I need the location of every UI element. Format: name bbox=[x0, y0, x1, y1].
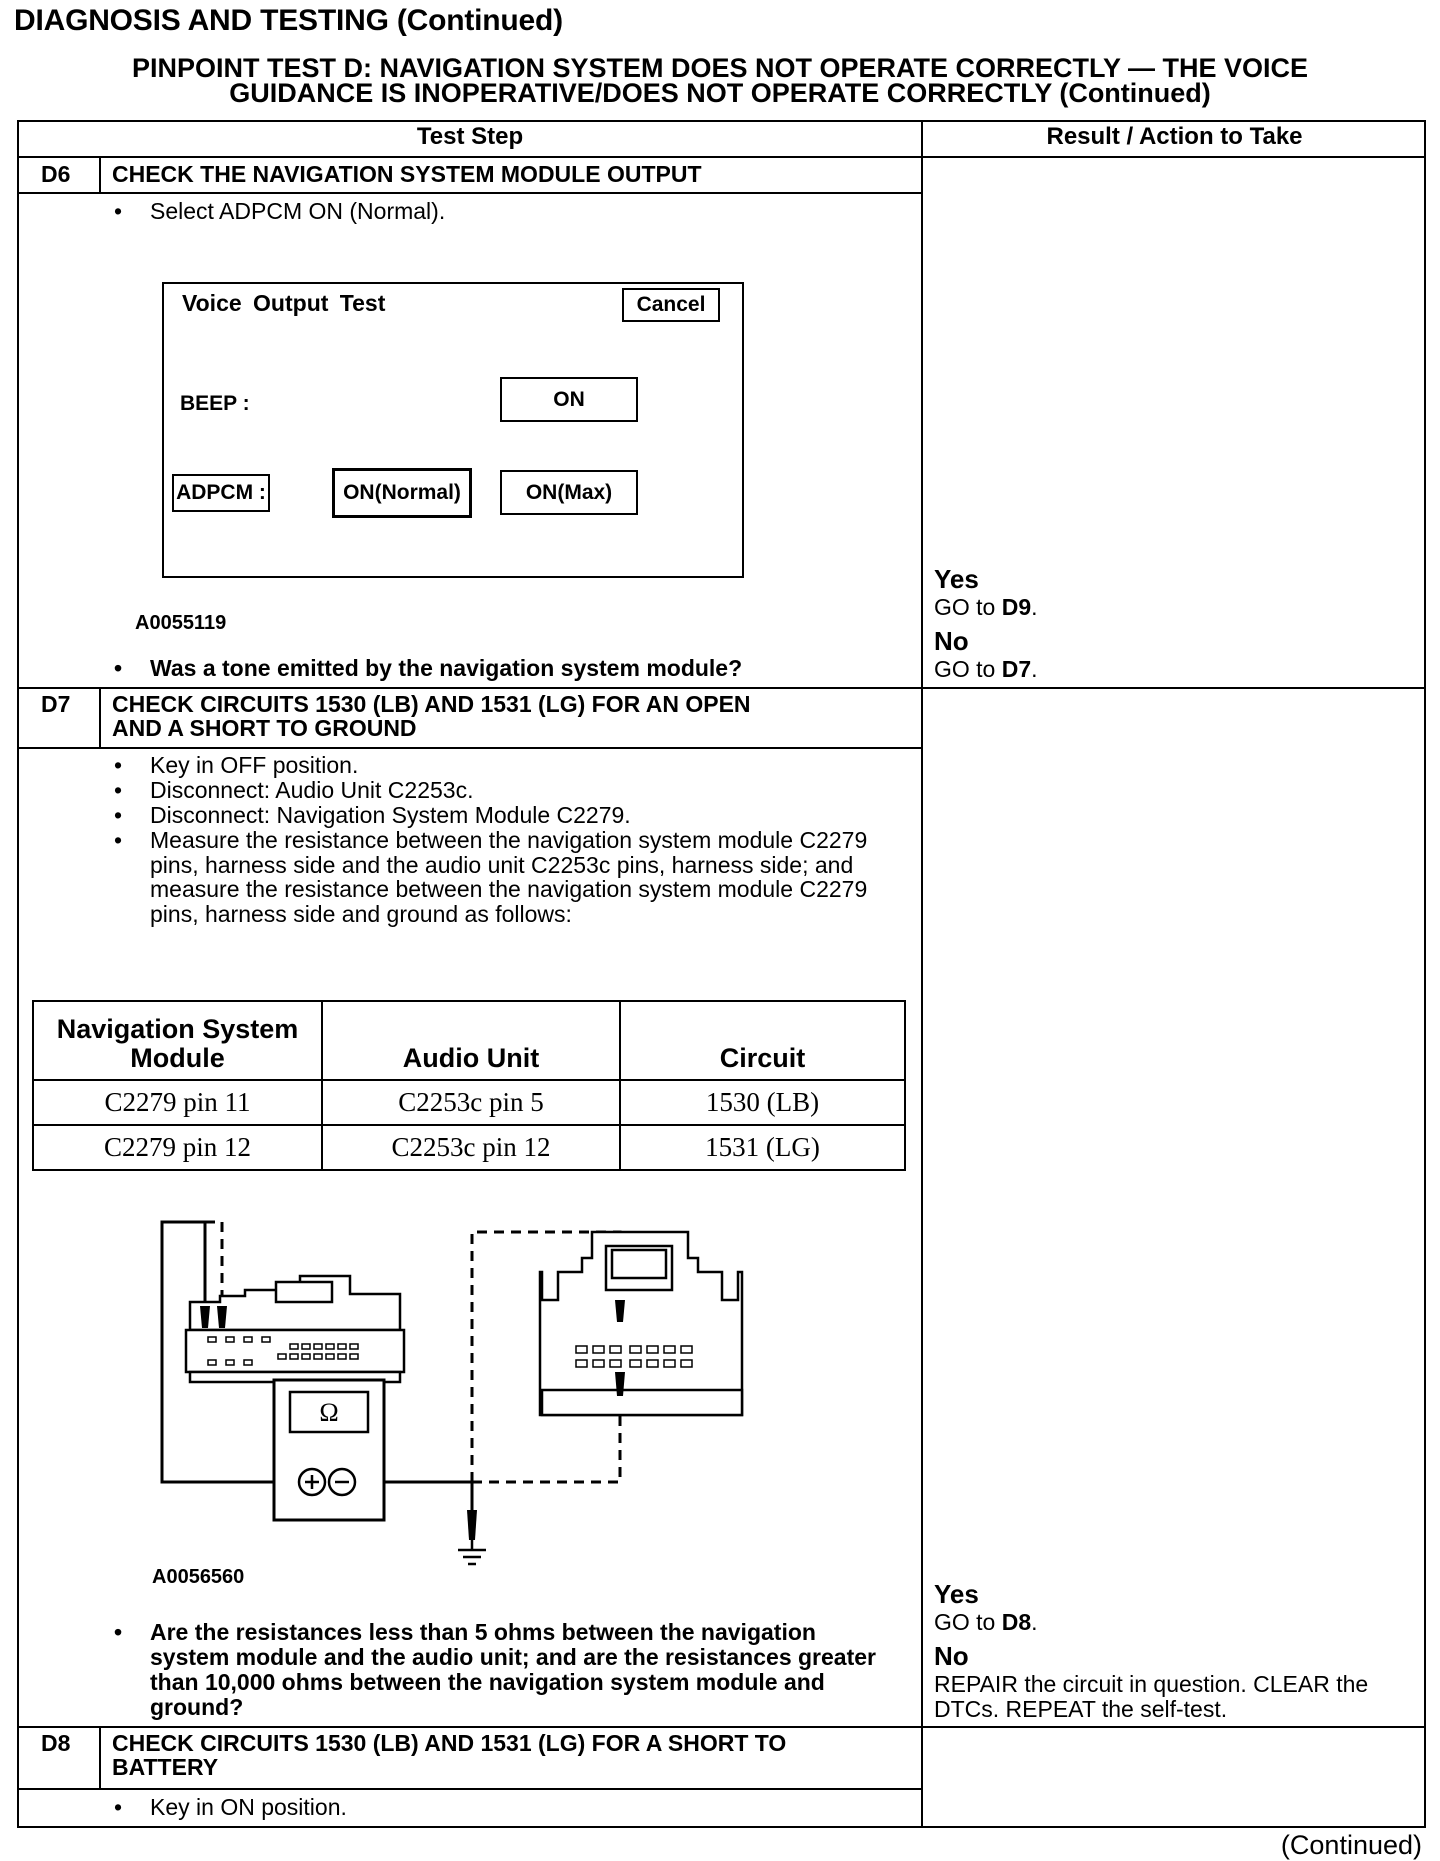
nav-module-connector bbox=[186, 1276, 404, 1382]
d7-bullet-measure: • Measure the resistance between the navigation system module C2279 pins, harness side and the audio unit C2253c pins, harness side; and measure the resistance between the navigation system module C2279 pins, harness side and ground as follows: bbox=[114, 827, 868, 928]
pin-table-header-cell: Navigation System Module bbox=[33, 1001, 322, 1080]
figure-id-a0056560: A0056560 bbox=[152, 1566, 245, 1588]
step-title-d6: CHECK THE NAVIGATION SYSTEM MODULE OUTPUT bbox=[112, 161, 702, 187]
figure-id-a0055119: A0055119 bbox=[135, 612, 227, 634]
d6-no-action: GO to D7. bbox=[934, 656, 1038, 682]
step-id-d8: D8 bbox=[41, 1730, 71, 1756]
d6-title-divider bbox=[17, 192, 923, 194]
d7-question: • Are the resistances less than 5 ohms between the navigation system module and the audio unit; and are the resistances greater than 10,000 ohms between the navigation system module and ground? bbox=[114, 1619, 876, 1720]
pin-table-cell: C2253c pin 5 bbox=[322, 1080, 620, 1125]
d7-bullet-key-off: • Key in OFF position. bbox=[114, 752, 359, 778]
d7-yes-action: GO to D8. bbox=[934, 1609, 1038, 1635]
ohmmeter bbox=[274, 1380, 384, 1520]
pin-table-row bbox=[33, 1125, 905, 1170]
ohm-symbol: Ω bbox=[319, 1398, 339, 1427]
table-border-right bbox=[1424, 120, 1426, 1828]
d7-title-divider bbox=[17, 747, 923, 749]
dialog-title: Voice Output Test bbox=[182, 290, 386, 316]
d7-no-label: No bbox=[934, 1641, 969, 1671]
pin-table-header-cell: Circuit bbox=[620, 1001, 905, 1080]
column-header-test-step: Test Step bbox=[416, 123, 524, 150]
table-border-bottom bbox=[17, 1826, 1426, 1828]
pin-table-header-cell: Audio Unit bbox=[322, 1001, 620, 1080]
d6-id-divider bbox=[99, 156, 101, 192]
d6-bullet-select: • Select ADPCM ON (Normal). bbox=[114, 198, 446, 224]
audio-unit-connector bbox=[540, 1232, 742, 1415]
d6-question: • Was a tone emitted by the navigation system module? bbox=[114, 655, 743, 681]
d7-bullet-disconnect-nav: • Disconnect: Navigation System Module C2279. bbox=[114, 802, 631, 828]
d7-yes-label: Yes bbox=[934, 1579, 979, 1609]
table-border-left bbox=[17, 120, 19, 1828]
pinpoint-test-title-line1: PINPOINT TEST D: NAVIGATION SYSTEM DOES NOT OPERATE CORRECTLY — THE VOICE bbox=[131, 53, 1309, 83]
continued-label: (Continued) bbox=[1280, 1830, 1422, 1860]
pin-table-cell: C2253c pin 12 bbox=[322, 1125, 620, 1170]
pin-table-cell: 1531 (LG) bbox=[620, 1125, 905, 1170]
page-header: DIAGNOSIS AND TESTING (Continued) bbox=[14, 4, 563, 37]
d6-no-label: No bbox=[934, 626, 969, 656]
pinpoint-test-title-line2: GUIDANCE IS INOPERATIVE/DOES NOT OPERATE CORRECTLY (Continued) bbox=[229, 78, 1211, 108]
step-title-d8: CHECK CIRCUITS 1530 (LB) AND 1531 (LG) FOR A SHORT TO BATTERY bbox=[112, 1730, 787, 1780]
d6-row-bottom bbox=[17, 687, 1426, 689]
column-header-result: Result / Action to Take bbox=[1046, 123, 1303, 150]
pin-table-row bbox=[33, 1080, 905, 1125]
step-title-d7: CHECK CIRCUITS 1530 (LB) AND 1531 (LG) FOR AN OPEN AND A SHORT TO GROUND bbox=[112, 691, 751, 741]
adpcm-label: ADPCM : bbox=[172, 474, 270, 512]
d7-row-bottom bbox=[17, 1726, 1426, 1728]
d6-yes-action: GO to D9. bbox=[934, 594, 1038, 620]
d8-bullet-key-on: • Key in ON position. bbox=[114, 1794, 347, 1820]
pin-table-cell: C2279 pin 12 bbox=[33, 1125, 322, 1170]
table-column-divider bbox=[921, 120, 923, 1828]
table-border-top bbox=[17, 120, 1426, 122]
header-row-divider bbox=[17, 156, 1426, 158]
pin-table-cell: 1530 (LB) bbox=[620, 1080, 905, 1125]
adpcm-on-max-button: ON(Max) bbox=[500, 470, 638, 515]
beep-label: BEEP : bbox=[180, 392, 250, 415]
ground-symbol bbox=[458, 1510, 486, 1564]
d8-id-divider bbox=[99, 1726, 101, 1788]
pin-table bbox=[32, 1000, 906, 1171]
resistance-measurement-diagram bbox=[150, 1210, 750, 1580]
pin-table-cell: C2279 pin 11 bbox=[33, 1080, 322, 1125]
d7-no-action: REPAIR the circuit in question. CLEAR the DTCs. REPEAT the self-test. bbox=[934, 1671, 1369, 1722]
d7-bullet-disconnect-audio: • Disconnect: Audio Unit C2253c. bbox=[114, 777, 474, 803]
pin-table-header bbox=[33, 1001, 905, 1080]
dialog-cancel-button: Cancel bbox=[622, 288, 720, 322]
nav-pin-jumper bbox=[205, 1222, 222, 1306]
d7-id-divider bbox=[99, 687, 101, 747]
step-id-d7: D7 bbox=[41, 691, 71, 717]
d6-yes-label: Yes bbox=[934, 564, 979, 594]
beep-on-button: ON bbox=[500, 377, 638, 422]
adpcm-on-normal-button: ON(Normal) bbox=[332, 468, 472, 518]
step-id-d6: D6 bbox=[41, 161, 71, 187]
d8-title-divider bbox=[17, 1788, 923, 1790]
voice-output-test-dialog bbox=[162, 282, 744, 578]
